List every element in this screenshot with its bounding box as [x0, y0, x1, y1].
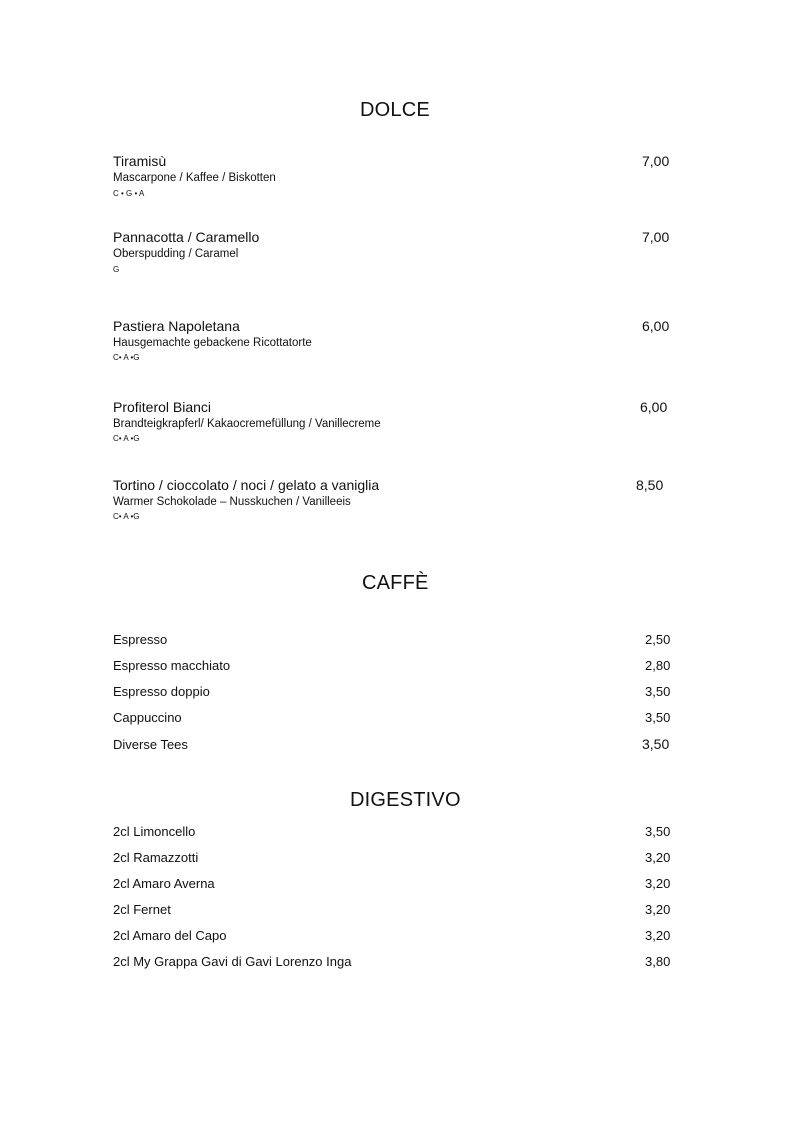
item-name: Espresso [113, 632, 168, 647]
item-name: Diverse Tees [113, 737, 188, 752]
dish-allergens: C• A •G [113, 512, 140, 521]
dish-name: Tiramisù [113, 153, 167, 169]
dish-name: Pannacotta / Caramello [113, 229, 260, 245]
dish-description: Brandteigkrapferl/ Kakaocremefüllung / Vanillecreme [113, 418, 381, 430]
item-price: 2,50 [645, 632, 671, 647]
dish-allergens: G [113, 265, 120, 274]
dish-allergens: C • G • A [113, 189, 145, 198]
item-name: 2cl Fernet [113, 902, 171, 917]
section-title-digestivo: DIGESTIVO [350, 789, 461, 811]
dish-name: Profiterol Bianci [113, 399, 212, 415]
dish-allergens: C• A •G [113, 353, 140, 362]
item-name: Espresso doppio [113, 684, 210, 699]
dish-description: Mascarpone / Kaffee / Biskotten [113, 172, 276, 184]
item-price: 3,80 [645, 954, 671, 969]
dish-allergens: C• A •G [113, 434, 140, 443]
item-name: 2cl Amaro del Capo [113, 928, 227, 943]
item-price: 3,50 [645, 684, 671, 699]
dish-name: Tortino / cioccolato / noci / gelato a vaniglia [113, 477, 380, 493]
item-name: 2cl Amaro Averna [113, 876, 215, 891]
dish-description: Hausgemachte gebackene Ricottatorte [113, 337, 312, 349]
dish-price: 6,00 [640, 399, 668, 415]
item-price: 3,20 [645, 928, 671, 943]
item-name: Cappuccino [113, 710, 182, 725]
item-name: Espresso macchiato [113, 658, 231, 673]
item-price: 3,50 [645, 824, 671, 839]
dish-description: Oberspudding / Caramel [113, 248, 239, 260]
dish-name: Pastiera Napoletana [113, 318, 240, 334]
section-title-caffe: CAFFÈ [362, 572, 429, 594]
item-name: 2cl Limoncello [113, 824, 196, 839]
item-name: 2cl Ramazzotti [113, 850, 199, 865]
section-title-dolce: DOLCE [360, 99, 430, 121]
dish-price: 7,00 [642, 153, 670, 169]
item-price: 2,80 [645, 658, 671, 673]
dish-description: Warmer Schokolade – Nusskuchen / Vanilleeis [113, 496, 351, 508]
dish-price: 8,50 [636, 477, 664, 493]
item-price: 3,50 [645, 710, 671, 725]
item-price: 3,50 [642, 736, 670, 752]
item-price: 3,20 [645, 876, 671, 891]
dish-price: 6,00 [642, 318, 670, 334]
item-name: 2cl My Grappa Gavi di Gavi Lorenzo Inga [113, 954, 352, 969]
item-price: 3,20 [645, 850, 671, 865]
dish-price: 7,00 [642, 229, 670, 245]
item-price: 3,20 [645, 902, 671, 917]
